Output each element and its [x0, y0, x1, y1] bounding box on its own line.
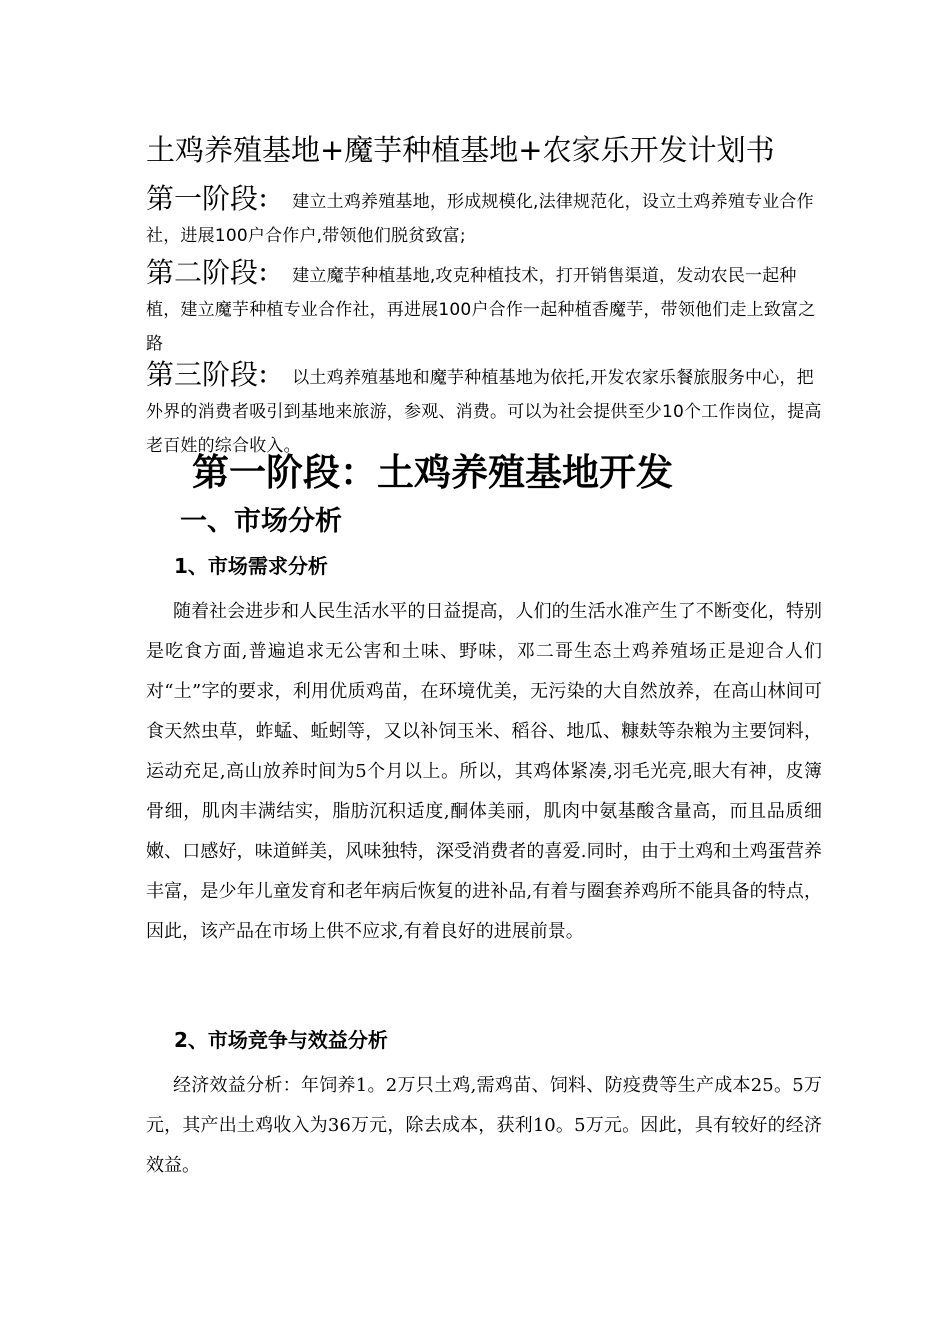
- stage-three-label: 第三阶段: [146, 358, 259, 391]
- stage-two-label: 第二阶段: [146, 256, 259, 289]
- stage-two-text: 建立魔芋种植基地,攻克种植技术，打开销售渠道，发动农民一起种植，建立魔芋种植专业合作社，再进展100户合作一起种植香魔芋，带领他们走上致富之路: [146, 266, 816, 354]
- stage-three-text: 以土鸡养殖基地和魔芋种植基地为依托,开发农家乐餐旅服务中心，把外界的消费者吸引到基地来旅游，参观、消费。可以为社会提供至少10个工作岗位，提高老百姓的综合收入。: [146, 368, 822, 456]
- document-title: 土鸡养殖基地+魔芋种植基地+农家乐开发计划书: [146, 133, 775, 167]
- stage-two-colon: ：: [258, 262, 281, 287]
- stage-two-paragraph: [146, 256, 826, 361]
- stage-one-colon: ：: [258, 188, 281, 213]
- part-heading: 第一阶段：土鸡养殖基地开发: [192, 451, 673, 494]
- stage-one-text: 建立土鸡养殖基地，形成规模化,法律规范化，设立土鸡养殖专业合作社，进展100户合作户,带领他们脱贫致富;: [146, 192, 814, 246]
- stage-one-paragraph: [146, 182, 826, 253]
- subsection-heading-market-demand: 1、市场需求分析: [174, 554, 328, 578]
- stage-one-label: 第一阶段: [146, 182, 259, 215]
- market-demand-paragraph: 随着社会进步和人民生活水平的日益提高，人们的生活水准产生了不断变化，特别是吃食方面,普遍追求无公害和土味、野味，邓二哥生态土鸡养殖场正是迎合人们对“土”字的要求，利用优质鸡苗，在环境优美，无污染的大自然放养，在高山林间可食天然虫草，蚱蜢、蚯蚓等，又以补饲玉米、稻谷、地瓜、糠麸等杂粮为主要饲料，运动充足,高山放养时间为5个月以上。所以，其鸡体紧凑,羽毛光亮,眼大有神，皮簿骨细，肌肉丰满结实，脂肪沉积适度,酮体美丽，肌肉中氨基酸含量高，而且品质细嫩、口感好，味道鲜美，风味独特，深受消费者的喜爱.同时，由于土鸡和土鸡蛋营养丰富，是少年儿童发育和老年病后恢复的进补品,有着与圈套养鸡所不能具备的特点，因此，该产品在市场上供不应求,有着良好的进展前景。: [146, 601, 822, 942]
- subsection-heading-competition-benefit: 2、市场竞争与效益分析: [174, 1028, 388, 1052]
- stage-three-colon: ：: [258, 364, 281, 389]
- section-heading: 一、市场分析: [180, 506, 342, 537]
- economic-benefit-paragraph: 经济效益分析：年饲养1。2万只土鸡,需鸡苗、饲料、防疫费等生产成本25。5万元，其产出土鸡收入为36万元，除去成本，获利10。5万元。因此，具有较好的经济效益。: [146, 1075, 822, 1176]
